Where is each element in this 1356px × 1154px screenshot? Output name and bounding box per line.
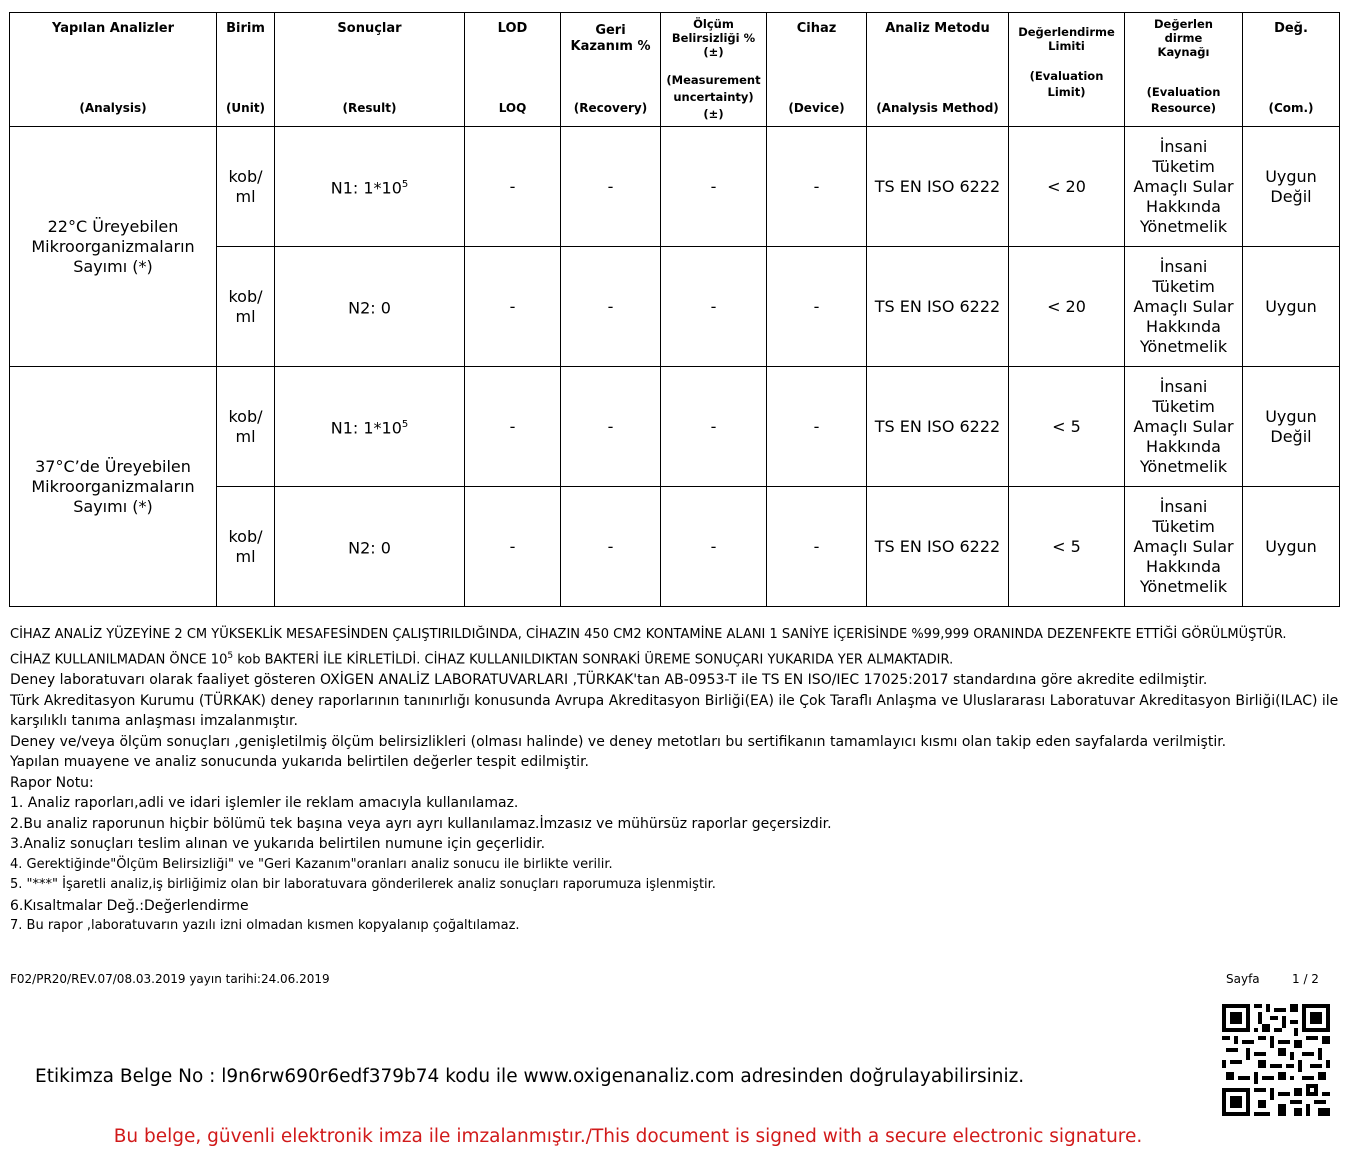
com-cell: Uygun — [1243, 247, 1340, 367]
table-row — [10, 127, 1340, 247]
uncertainty-cell: - — [661, 127, 767, 247]
report-note-item: 6.Kısaltmalar Değ.:Değerlendirme — [10, 897, 249, 914]
inspection-note: Yapılan muayene ve analiz sonucunda yukarıda belirtilen değerler tespit edilmiştir. — [10, 754, 589, 771]
unit-cell: kob/ ml — [217, 127, 275, 247]
header-device: Cihaz (Device) — [767, 13, 867, 127]
limit-cell: < 20 — [1009, 127, 1125, 247]
com-cell: Uygun Değil — [1243, 127, 1340, 247]
device-cell: - — [767, 247, 867, 367]
table-row — [10, 367, 1340, 487]
uncertainty-note: Deney ve/veya ölçüm sonuçları ,genişletilmiş ölçüm belirsizlikleri (olması halinde) ve deney metotları bu sertifikanın tamamlayıcı kısmı olan takip eden sayfalarda verilmiştir. — [10, 733, 1227, 750]
com-cell: Uygun — [1243, 487, 1340, 607]
result-cell: N1: $1*10^5$ — [275, 367, 465, 487]
page-number: 1 / 2 — [1292, 972, 1319, 986]
report-note-item: 4. Gerektiğinde"Ölçüm Belirsizliği" ve "Geri Kazanım"oranları analiz sonucu ile birlikte verilir. — [10, 856, 613, 872]
resource-cell: İnsani Tüketim Amaçlı Sular Hakkında Yönetmelik — [1125, 367, 1243, 487]
header-recovery: Geri Kazanım % (Recovery) — [561, 13, 661, 127]
header-row — [10, 13, 1340, 127]
unit-cell: kob/ ml — [217, 247, 275, 367]
form-code: F02/PR20/REV.07/08.03.2019 yayın tarihi:24.06.2019 — [10, 972, 330, 986]
resource-cell: İnsani Tüketim Amaçlı Sular Hakkında Yönetmelik — [1125, 487, 1243, 607]
header-resource: Değerlen dirme Kaynağı (Evaluation Resource) — [1125, 13, 1243, 127]
bacteria-note: CİHAZ KULLANILMADAN ÖNCE $10^5$ kob BAKTERİ İLE KİRLETİLDİ. CİHAZ KULLANILDIKTAN SONRAKİ ÜREME SONUÇARI YUKARIDA YER ALMAKTADIR. — [10, 650, 954, 667]
header-uncertainty: Ölçüm Belirsizliği % (±) (Measurement uncertainty) (±) — [661, 13, 767, 127]
analysis-name: 37°C’de Üreyebilen Mikroorganizmaların Sayımı (*) — [10, 367, 217, 607]
recovery-cell: - — [561, 487, 661, 607]
recovery-cell: - — [561, 247, 661, 367]
method-cell: TS EN ISO 6222 — [867, 367, 1009, 487]
result-cell: N2: 0 — [275, 487, 465, 607]
header-unit: Birim (Unit) — [217, 13, 275, 127]
method-cell: TS EN ISO 6222 — [867, 487, 1009, 607]
qr-code-icon — [1222, 1004, 1330, 1116]
lod-cell: - — [465, 367, 561, 487]
report-note-item: 5. "***" İşaretli analiz,iş birliğimiz olan bir laboratuvara gönderilerek analiz sonuçları raporumuza işlenmiştir. — [10, 877, 716, 893]
method-cell: TS EN ISO 6222 — [867, 247, 1009, 367]
header-method: Analiz Metodu (Analysis Method) — [867, 13, 1009, 127]
uncertainty-cell: - — [661, 487, 767, 607]
page-label: Sayfa — [1226, 972, 1260, 986]
unit-cell: kob/ ml — [217, 487, 275, 607]
method-cell: TS EN ISO 6222 — [867, 127, 1009, 247]
etikimza-verification: Etikimza Belge No : l9n6rw690r6edf379b74 kodu ile www.oxigenanaliz.com adresinden doğrulayabilirsiniz. — [35, 1066, 1025, 1087]
header-limit: Değerlendirme Limiti (Evaluation Limit) — [1009, 13, 1125, 127]
device-cell: - — [767, 367, 867, 487]
device-cell: - — [767, 487, 867, 607]
limit-cell: < 5 — [1009, 367, 1125, 487]
report-note-item: 7. Bu rapor ,laboratuvarın yazılı izni olmadan kısmen kopyalanıp çoğaltılamaz. — [10, 918, 520, 934]
analysis-name: 22°C Üreyebilen Mikroorganizmaların Sayımı (*) — [10, 127, 217, 367]
device-cell: - — [767, 127, 867, 247]
report-note-item: 2.Bu analiz raporunun hiçbir bölümü tek başına veya ayrı ayrı kullanılamaz.İmzasız ve mühürsüz raporlar geçersizdir. — [10, 815, 832, 832]
results-table — [9, 12, 1340, 607]
device-note: CİHAZ ANALİZ YÜZEYİNE 2 CM YÜKSEKLİK MESAFESİNDEN ÇALIŞTIRILDIĞINDA, CİHAZIN 450 CM2 KONTAMİNE ALANI 1 SANİYE İÇERİSİNDE %99,999 ORANINDA DEZENFEKTE ETTİĞİ GÖRÜLMÜŞTÜR. — [10, 627, 1287, 642]
report-note-item: 3.Analiz sonuçları teslim alınan ve yukarıda belirtilen numune için geçerlidir. — [10, 836, 546, 853]
resource-cell: İnsani Tüketim Amaçlı Sular Hakkında Yönetmelik — [1125, 127, 1243, 247]
header-result: Sonuçlar (Result) — [275, 13, 465, 127]
turkak-note: Türk Akreditasyon Kurumu (TÜRKAK) deney raporlarının tanınırlığı konusunda Avrupa Akreditasyon Birliği(EA) ile Çok Taraflı Anlaşma ve Uluslararası Laboratuvar Akreditasyon Birliği(ILAC) ile karşılıklı tanıma anlaşması imzalanmıştır. — [10, 692, 1339, 730]
resource-cell: İnsani Tüketim Amaçlı Sular Hakkında Yönetmelik — [1125, 247, 1243, 367]
result-cell: N1: $1*10^5$ — [275, 127, 465, 247]
secure-signature-note: Bu belge, güvenli elektronik imza ile imzalanmıştır./This document is signed with a secure electronic signature. — [113, 1126, 1143, 1147]
uncertainty-cell: - — [661, 367, 767, 487]
com-cell: Uygun Değil — [1243, 367, 1340, 487]
header-com: Değ. (Com.) — [1243, 13, 1340, 127]
limit-cell: < 5 — [1009, 487, 1125, 607]
uncertainty-cell: - — [661, 247, 767, 367]
lod-cell: - — [465, 127, 561, 247]
header-lod: LOD LOQ — [465, 13, 561, 127]
limit-cell: < 20 — [1009, 247, 1125, 367]
unit-cell: kob/ ml — [217, 367, 275, 487]
accreditation-note: Deney laboratuvarı olarak faaliyet gösteren OXİGEN ANALİZ LABORATUVARLARI ,TÜRKAK'tan AB-0953-T ile TS EN ISO/IEC 17025:2017 standardına göre akredite edilmiştir. — [10, 672, 1208, 689]
header-analysis: Yapılan Analizler (Analysis) — [10, 13, 217, 127]
result-cell: N2: 0 — [275, 247, 465, 367]
recovery-cell: - — [561, 127, 661, 247]
report-notes — [10, 625, 1340, 937]
report-note-title: Rapor Notu: — [10, 774, 94, 791]
lod-cell: - — [465, 487, 561, 607]
report-note-item: 1. Analiz raporları,adli ve idari işlemler ile reklam amacıyla kullanılamaz. — [10, 795, 519, 812]
lod-cell: - — [465, 247, 561, 367]
recovery-cell: - — [561, 367, 661, 487]
